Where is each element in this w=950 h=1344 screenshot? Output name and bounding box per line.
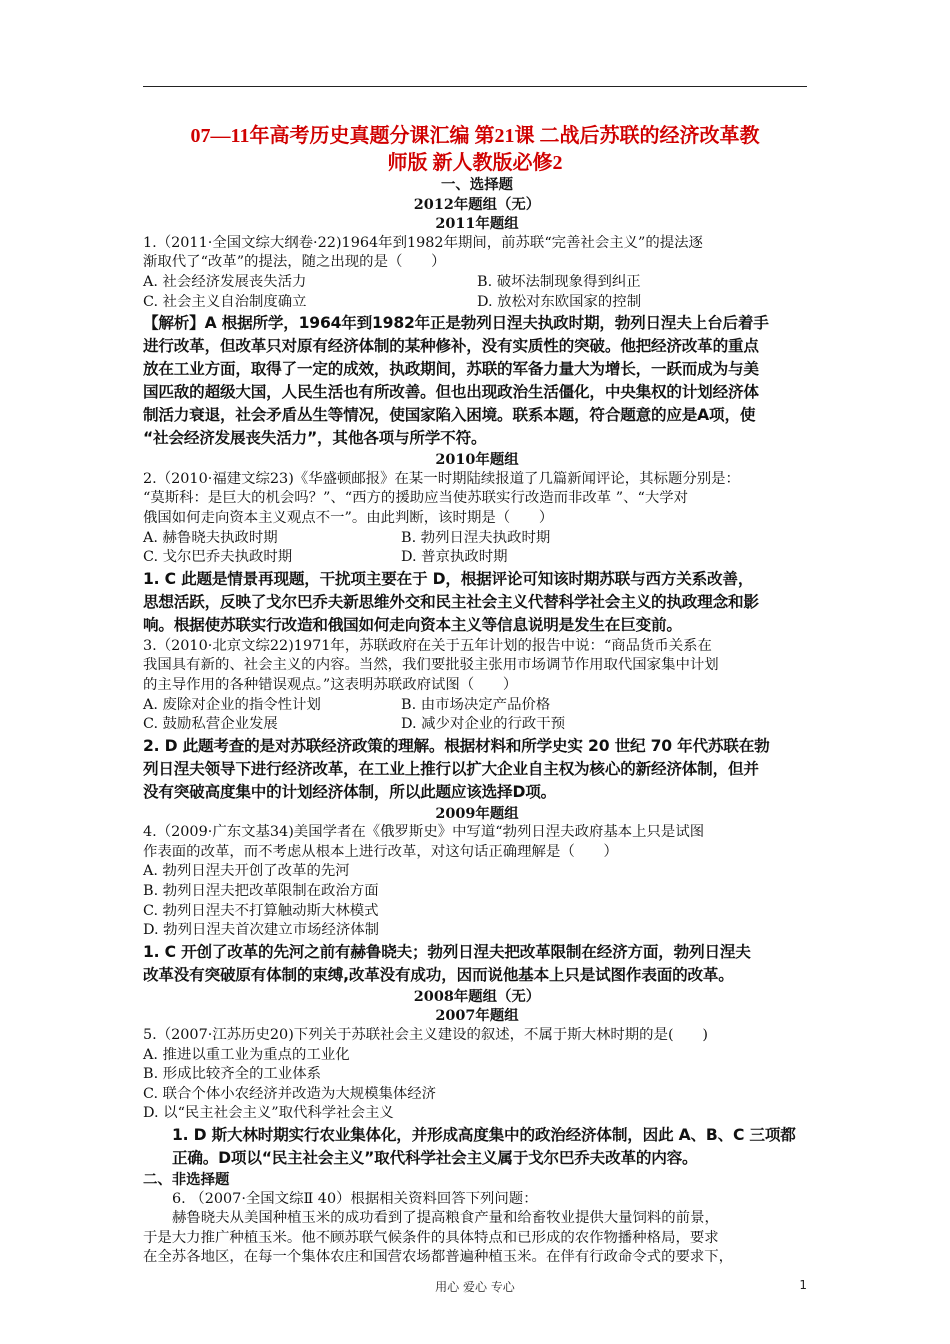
answer-line: 响。根据使苏联实行改造和俄国如何走向资本主义等信息说明是发生在巨变前。 xyxy=(143,615,682,634)
title-line-2: 师版 新人教版必修2 xyxy=(387,152,563,174)
option-b: B. 勃列日涅夫把改革限制在政治方面 xyxy=(143,883,379,900)
option-d: D. 以“民主社会主义”取代科学社会主义 xyxy=(143,1105,394,1122)
option-c: C. 勃列日涅夫不打算触动斯大林模式 xyxy=(143,902,379,919)
question-text: 3.（2010·北京文综22)1971年，苏联政府在关于五年计划的报告中说：“商品货币关系在 xyxy=(143,637,712,654)
group-2009: 2009年题组 xyxy=(435,804,519,822)
option-d: D. 勃列日涅夫首次建立市场经济体制 xyxy=(143,922,380,939)
answer-line: “社会经济发展丧失活力”，其他各项与所学不符。 xyxy=(143,429,487,448)
option-c: C. 戈尔巴乔夫执政时期 xyxy=(143,549,293,566)
question-2 xyxy=(143,470,811,568)
option-c: C. 联合个体小农经济并改造为大规模集体经济 xyxy=(143,1085,437,1102)
question-text: 的主导作用的各种错误观点。”这表明苏联政府试图（ ） xyxy=(143,676,518,693)
answer-1 xyxy=(143,312,811,450)
question-6 xyxy=(143,1190,811,1268)
option-row xyxy=(143,715,811,735)
document-body xyxy=(143,175,811,1268)
option-d: D. 减少对企业的行政干预 xyxy=(401,716,566,733)
question-text: 2.（2010·福建文综23)《华盛顿邮报》在某一时期陆续报道了几篇新闻评论，其标题分别是： xyxy=(143,470,740,487)
option-a: A. 推进以重工业为重点的工业化 xyxy=(143,1046,350,1063)
answer-line: 列日涅夫领导下进行经济改革，在工业上推行以扩大企业自主权为核心的新经济体制，但并 xyxy=(143,759,759,778)
answer-line: 思想活跃，反映了戈尔巴乔夫新思维外交和民主社会主义代替科学社会主义的执政理念和影 xyxy=(143,592,759,611)
option-d: D. 放松对东欧国家的控制 xyxy=(477,293,642,310)
answer-line: 放在工业方面，取得了一定的成效，执政期间，苏联的军备力量大为增长，一跃而成为与美 xyxy=(143,360,759,379)
question-text: 5.（2007·江苏历史20)下列关于苏联社会主义建设的叙述，不属于斯大林时期的是( ) xyxy=(143,1027,708,1044)
page-number: 1 xyxy=(799,1278,807,1292)
option-row xyxy=(143,273,811,293)
option-b: B. 勃列日涅夫执政时期 xyxy=(401,529,551,546)
option-row xyxy=(143,696,811,716)
option-a: A. 废除对企业的指令性计划 xyxy=(143,696,321,713)
question-text: 我国具有新的、社会主义的内容。当然，我们要批驳主张用市场调节作用取代国家集中计划 xyxy=(143,657,719,674)
question-text: 作表面的改革，而不考虑从根本上进行改革，对这句话正确理解是（ ） xyxy=(143,843,618,860)
answer-line: 没有突破高度集中的计划经济体制，所以此题应该选择D项。 xyxy=(143,782,556,801)
answer-line: 1. C 开创了改革的先河之前有赫鲁晓夫；勃列日涅夫把改革限制在经济方面，勃列日涅夫 xyxy=(143,942,751,961)
answer-3 xyxy=(143,735,811,804)
option-row xyxy=(143,548,811,568)
question-text: 于是大力推广种植玉米。他不顾苏联气候条件的具体特点和已形成的农作物播种格局，要求 xyxy=(143,1229,719,1246)
answer-line: 制活力衰退，社会矛盾丛生等情况，使国家陷入困境。联系本题，符合题意的应是A项，使 xyxy=(143,406,756,425)
question-3 xyxy=(143,637,811,735)
section-heading-nonchoice: 二、非选择题 xyxy=(143,1171,230,1188)
question-text: 俄国如何走向资本主义观点不一”。由此判断，该时期是（ ） xyxy=(143,509,554,526)
question-text: 在全苏各地区，在每一个集体农庄和国营农场都普遍种植玉米。在伴有行政命令式的要求下， xyxy=(143,1249,734,1266)
option-a: A. 赫鲁晓夫执政时期 xyxy=(143,529,278,546)
question-text: 渐取代了“改革”的提法，随之出现的是（ ） xyxy=(143,254,446,271)
question-text: 4.（2009·广东文基34)美国学者在《俄罗斯史》中写道“勃列日涅夫政府基本上只是试图 xyxy=(143,824,705,841)
title-line-1: 07—11年高考历史真题分课汇编 第21课 二战后苏联的经济改革教 xyxy=(190,125,760,147)
group-2008: 2008年题组（无） xyxy=(413,987,541,1005)
answer-line: 正确。D项以“民主社会主义”取代科学社会主义属于戈尔巴乔夫改革的内容。 xyxy=(172,1149,698,1167)
option-b: B. 由市场决定产品价格 xyxy=(401,696,551,713)
question-text: 6. （2007·全国文综Ⅱ 40）根据相关资料回答下列问题： xyxy=(172,1190,538,1207)
option-a: A. 社会经济发展丧失活力 xyxy=(143,273,307,290)
question-4 xyxy=(143,823,811,941)
option-c: C. 鼓励私营企业发展 xyxy=(143,716,278,733)
option-row xyxy=(143,529,811,549)
option-b: B. 形成比较齐全的工业体系 xyxy=(143,1066,322,1083)
question-text: 赫鲁晓夫从美国种植玉米的成功看到了提高粮食产量和给畜牧业提供大量饲料的前景， xyxy=(172,1210,719,1227)
section-heading-choice: 一、选择题 xyxy=(441,176,513,193)
answer-line: 国匹敌的超级大国，人民生活也有所改善。但也出现政治生活僵化，中央集权的计划经济体 xyxy=(143,383,759,402)
answer-line: 1. D 斯大林时期实行农业集体化，并形成高度集中的政治经济体制，因此 A、B、C 三项都 xyxy=(172,1126,796,1144)
question-text: 1.（2011·全国文综大纲卷·22)1964年到1982年期间，前苏联“完善社会主义”的提法逐 xyxy=(143,234,703,251)
question-5 xyxy=(143,1026,811,1124)
answer-line: 1. C 此题是情景再现题，干扰项主要在于 D，根据评论可知该时期苏联与西方关系改善， xyxy=(143,569,754,588)
group-2010: 2010年题组 xyxy=(435,451,519,469)
option-c: C. 社会主义自治制度确立 xyxy=(143,293,307,310)
question-text: “莫斯科：是巨大的机会吗？”、“西方的援助应当使苏联实行改造而非改革 ”、“大学对 xyxy=(143,490,689,507)
option-b: B. 破坏法制现象得到纠正 xyxy=(477,273,641,290)
question-1 xyxy=(143,234,811,312)
answer-line: 2. D 此题考查的是对苏联经济政策的理解。根据材料和所学史实 20 世纪 70 年代苏联在勃 xyxy=(143,736,770,755)
answer-line: 改革没有突破原有体制的束缚,改革没有成功，因而说他基本上只是试图作表面的改革。 xyxy=(143,965,734,984)
answer-5 xyxy=(143,1124,811,1170)
group-2012: 2012年题组（无） xyxy=(413,195,541,213)
group-2007: 2007年题组 xyxy=(435,1007,519,1025)
option-d: D. 普京执政时期 xyxy=(401,549,508,566)
answer-4 xyxy=(143,941,811,987)
document-title xyxy=(143,123,807,177)
header-rule xyxy=(143,86,807,87)
answer-2 xyxy=(143,568,811,637)
option-row xyxy=(143,293,811,313)
answer-line: 【解析】A 根据所学，1964年到1982年正是勃列日涅夫执政时期，勃列日涅夫上台后着手 xyxy=(143,314,769,333)
group-2011: 2011年题组 xyxy=(435,215,519,233)
footer-slogan: 用心 爱心 专心 xyxy=(435,1280,515,1294)
option-a: A. 勃列日涅夫开创了改革的先河 xyxy=(143,863,350,880)
answer-line: 进行改革，但改革只对原有经济体制的某种修补，没有实质性的突破。他把经济改革的重点 xyxy=(143,337,759,356)
